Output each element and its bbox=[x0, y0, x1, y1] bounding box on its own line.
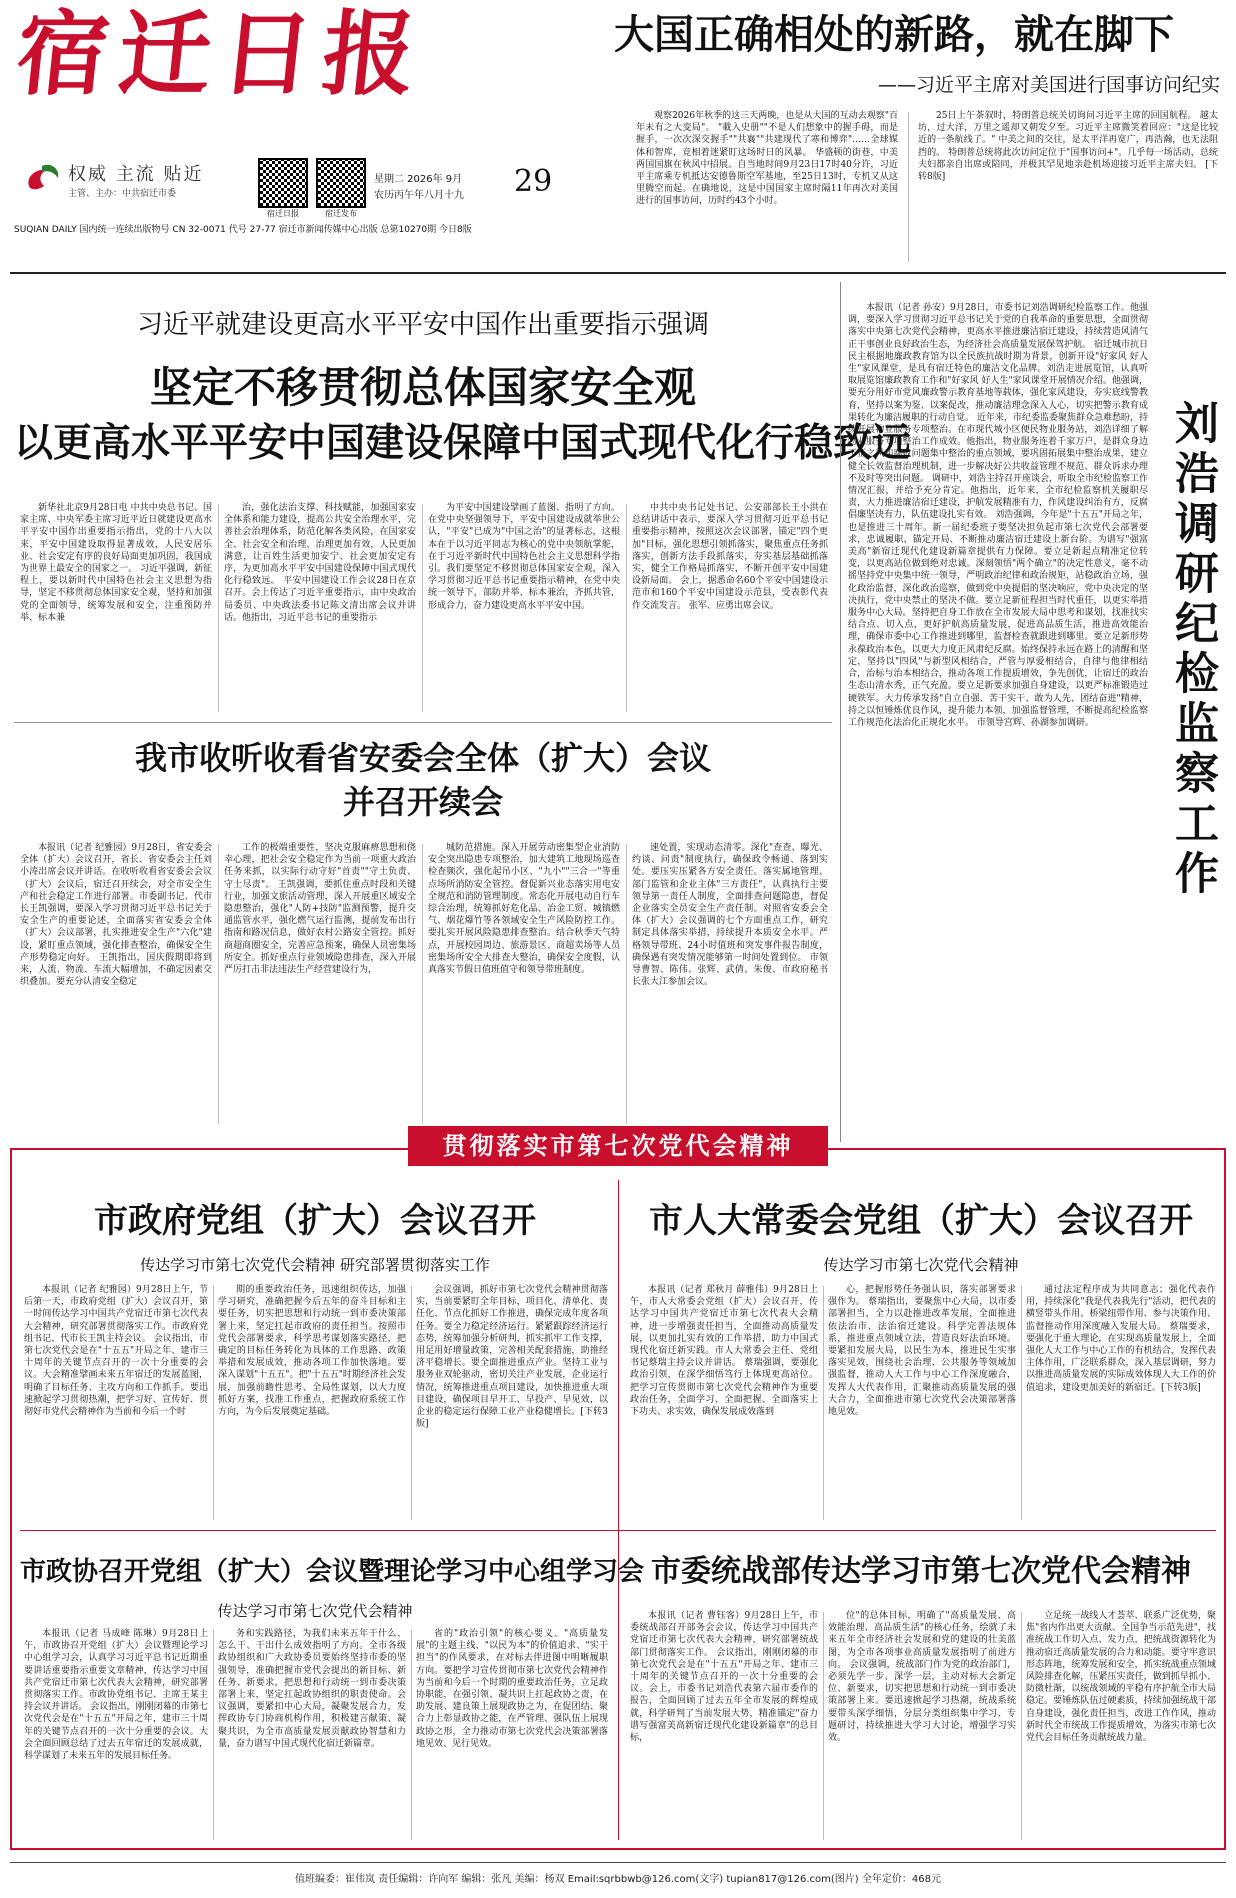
qr-code-icon[interactable] bbox=[316, 158, 366, 208]
special-section-banner: 贯彻落实市第七次党代会精神 bbox=[408, 1126, 828, 1166]
sidebar-vertical-title: 刘浩调研纪检监察工作 bbox=[1167, 400, 1218, 900]
gov-meeting-col1: 本报讯（记者 纪雅园）9月28日上午，节后第一天，市政府党组（扩大）会议召开，第一时间传达学习中国共产党宿迁市第七次代表大会精神，研究部署贯彻落实工作。市政府党组书记、代市长王凯主持会议。 会议指出，市第七次党代会是在"十五五"开局之年、建市三十周年的关键节点召开的一次十分重要的会议。大会精准擘画未来五年宿迁的发展蓝图，明确了目标任务、主攻方向和工作抓手。要迅速掀起学习贯彻热潮，把学习好、宣传好、贯彻好市党代会精神作为当前和今后一个时 bbox=[24, 1285, 208, 1418]
newspaper-logo-icon bbox=[22, 160, 62, 196]
united-front-col2: 位"的总体目标，明确了"高质量发展、高效能治理、高品质生活"的核心任务，绘就了未来五年全市经济社会发展和党的建设的壮美蓝图，为全市各项事业高质量发展指明了前进方向。 会议强调，统战部门作为党的政治部门，必须先学一步、深学一层，主动对标大会新定位、新要求，切实把思想和行动统一到市委决策部署上来。要迅速掀起学习热潮，统战系统要带头深学细悟，分层分类组织集中学习、专题研讨，持续推进大学习大讨论，增强学习实效。 bbox=[828, 1611, 1016, 1744]
npc-meeting-title: 市人大常委会党组（扩大）会议召开 bbox=[649, 1201, 1193, 1241]
gov-meeting-subtitle: 传达学习市第七次党代会精神 研究部署贯彻落实工作 bbox=[140, 1256, 490, 1274]
security-story-col3: 城防范措施。深入开展劳动密集型企业消防安全突出隐患专项整治，加大建筑工地现场巡查检查频次，强化起吊小区、"九小""三合一"等重点场所消防安全管控。督促新兴业态落实用电安全规范和消防管理制度。常态化开展电动自行车综合治理，统筹抓好危化品、冶金工贸、城镇燃气、烟花爆竹等各领域安全生产风险防控工作。要扎实开展风险隐患排查整治。结合秋季天气特点，开展校园周边、旅游景区、商超卖场等人员密集场所安全大排查大整治，确保安全度假，认真落实节假日值班值守和领导带班制度。 bbox=[428, 843, 620, 976]
gov-meeting-col2: 期的重要政治任务，迅速组织传达，加强学习研究，准确把握今后五年的奋斗目标和主要任务，切实把思想和行动统一到市委决策部署上来，坚定扛起市政府的责任担当。按照市党代会部署要求，科学思考谋划落实路径，把确定的目标任务转化为具体的工作思路、政策举措和发展成效，推动各项工作加快落地。要深入谋划"十五五"。把"十五五"时期经济社会发展，加强前瞻性思考、全局性谋划，以大力度抓好方案，找准工作重点，把握政府系统工作方向，为今后发展奠定基础。 bbox=[218, 1285, 406, 1418]
cppcc-meeting-col2: 务和实践路径，为我们未来五年干什么、怎么干、干出什么成效指明了方向。全市各级政协组织和广大政协委员要始终坚持市委的坚强领导，准确把握市党代会提出的新目标、新任务、新要求，把思想和行动统一到市委决策部署上来，坚定扛起政协组织的职责使命。会议强调，要紧扣中心大局，凝聚发展合力，发挥政协专门协商机构作用，积极建言献策、凝聚共识，为全市高质量发展贡献政协智慧和力量，奋力谱写中国式现代化宿迁新篇章。 bbox=[218, 1629, 406, 1749]
qr-right-label: 宿迁发布 bbox=[325, 209, 357, 218]
security-story-col4: 速处置，实现动态清零。深化"查查、曝光、约谈、问责"制度执行，确保政令畅通、落到实处。要压实压紧各方安全责任。落实属地管理、部门监管和企业主体"三方责任"，认真执行主要领导第一责任人制度，全面排查问题隐患，督促企业落实全员安全生产责任制。对照省安委会全体（扩大）会议强调的七个方面重点工作，研究制定具体落实举措，持续提升本质安全水平。严格领导带班、24小时值班和突发事件报告制度，确保遇有突发情况能够第一时间处置到位。 市领导曹智、陈伟、张辉、武倩、朱俊、市政府秘书长张大江参加会议。 bbox=[632, 843, 828, 988]
npc-meeting-col2: 心，把握形势任务强认识，落实部署要求强作为。 蔡瑞指出，要聚焦中心大局，以市委部署担当，全力以赴推进改革发展，全面推进依法治市、法治宿迁建设。科学完善法规体系，推进重点领域立法，营造良好法治环境。要紧扣发展大局，以民生为本，推进民生实事落实见效，围绕社会治理、公共服务等领域加强监督，推动人大工作与中心工作深度融合，发挥人大代表作用，汇聚推动高质量发展的强大合力，全面推进市第七次党代会决策部署落地见效。 bbox=[828, 1285, 1016, 1418]
cppcc-meeting-subtitle: 传达学习市第七次党代会精神 bbox=[217, 1602, 413, 1620]
masthead-slogan: 权威 主流 贴近 bbox=[68, 164, 204, 185]
lead-story-col1: 新华社北京9月28日电 中共中央总书记、国家主席、中央军委主席习近平近日就建设更高水平平安中国作出重要指示指出，党的十八大以来，平安中国建设取得显著成效，人民安居乐业、社会安定有序的良好局面更加巩固，我国成为世界上最安全的国家之一。 习近平强调，新征程上，要以新时代中国特色社会主义思想为指导，坚定不移贯彻总体国家安全观，坚持和加强党的全面领导，统筹发展和安全，注重预防并举、标本兼 bbox=[20, 503, 212, 623]
npc-meeting-col3: 通过法定程序成为共同意志；强化代表作用，持续深化"我是代表我先行"活动，把代表的横竖带头作用、桥梁纽带作用、参与决策作用、监督推动作用深度融入发展大局。 蔡瑞要求，要强化于重大理论，在实现高质量发展上，全面强化人大工作与中心工作的有机结合，发挥代表主体作用，广泛联系群众，深入基层调研，努力以推进高质量发展的实际成效体现人大工作的价值追求，建设更加美好的新宿迁。[下转3版] bbox=[1026, 1285, 1216, 1393]
top-story-subtitle: ——习近平主席对美国进行国事访问纪实 bbox=[877, 74, 1220, 96]
qr-code-icon[interactable] bbox=[258, 158, 308, 208]
security-story-col1: 本报讯（记者 纪雅园）9月28日，省安委会全体（扩大）会议召开，省长、省安委会主任刘小涛出席会议并讲话。在收听收看省安委会会议（扩大）会议后，宿迁召开续会，对全市安全生产和社会稳定工作进行部署。市委副书记、代市长王凯强调，要深入学习贯彻习近平总书记关于安全生产的重要论述，全面落实省安委会全体（扩大）会议部署，扎实推进安全生产"六化"建设，紧盯重点领域，强化排查整治，确保安全生产形势稳定向好。 王凯指出，国庆假期即将到来，人流、物流、车流大幅增加，不确定因素交织叠加。要充分认清安全稳定 bbox=[20, 843, 212, 988]
lead-story-title-line2: 以更高水平平安中国建设保障中国式现代化行稳致远 bbox=[14, 421, 912, 466]
date-line-2: 农历丙午年八月十九 bbox=[374, 190, 464, 201]
united-front-col3: 立足统一战线人才荟萃、联系广泛优势，聚焦"省内作出更大贡献、全国争当示范先进"，找准统战工作切入点、发力点，把统战资源转化为推动宿迁高质量发展的合力和动能。要守牢意识形态阵地，统筹发展和安全，抓实统战重点领域风险排查化解，压紧压实责任，做到抓早抓小、防微杜渐，以统战领域的平稳有序护航全市大局稳定。要锤炼队伍过硬素质，持续加强统战干部自身建设，强化责任担当，改进工作作风，推动新时代全市统战工作提质增效，为落实市第七次党代会目标任务贡献统战力量。 bbox=[1026, 1611, 1216, 1744]
masthead-sponsor: 主管、主办：中共宿迁市委 bbox=[68, 189, 177, 199]
gov-meeting-col3: 会议强调，抓好市第七次党代会精神贯彻落实，当前要紧盯全年目标，项目化、清单化、责任化、节点化抓好工作推进，确保完成年度各项任务。要全力稳定经济运行。紧紧跟踪经济运行态势，统筹加强分析研判，抓实抓牢工作支撑，用足用好增量政策，完善相关配套措施，助推经济平稳增长。要全面推进重点产业。坚持工业与服务业双轮驱动，密切关注产业发展，企业运行情况，统筹推进重点项目建设，加快推进重大项目建设，确保项目早开工、早投产、早见效，以企业的稳定运行保障工业产业稳健增长。[下转3版] bbox=[416, 1285, 608, 1430]
lead-story-kicker: 习近平就建设更高水平平安中国作出重要指示强调 bbox=[136, 310, 709, 340]
security-story-col2: 工作的极端重要性，坚决克服麻痹思想和侥幸心理，把社会安全稳定作为当前一项重大政治任务来抓，以实际行动守好"首责""守土负责、守土尽责"。 王凯强调，要抓住重点时段和关键行业，加强文旅活动管理，深入开展重区域安全隐患整治，强化"人防+技防"监测预警，提升交通监管水平，强化燃气运行监测，提前发布出行指南和路况信息，做好农村公路安全管控。抓好商超商圈安全，完善应急预案，确保人员密集场所安全。抓好重点行业领域隐患排查，深入开展严厉打击非法违法生产经营建设行为， bbox=[224, 843, 416, 976]
gov-meeting-title: 市政府党组（扩大）会议召开 bbox=[94, 1201, 536, 1241]
security-story-title-line2: 并召开续会 bbox=[342, 783, 503, 821]
top-story-title: 大国正确相处的新路，就在脚下 bbox=[614, 12, 1174, 58]
masthead-title: 宿迁日报 bbox=[11, 0, 431, 108]
cppcc-meeting-title: 市政协召开党组（扩大）会议暨理论学习中心组学习会 bbox=[20, 1557, 645, 1587]
security-story-title-line1: 我市收听收看省安委会全体（扩大）会议 bbox=[134, 739, 711, 777]
top-story-col1: 观察2026年秋季的这三天两晚，也是从大国的互动去观察"百年未有之大变局"。 "載入史册""不是人们想象中的握手碍，而是握手，一次次深交握手""共襄""共建现代了寒和博弈"……全球媒体和智库，竞相着迷紧盯这场时日的风暴。 华盛顿的街巷，中美两国国旗在秋风中招展。自当地时间9月23日17时40分许，习近平主席乘专机抵达安德鲁斯空军基地，至25日13时，专机又从这里腾空而起。在确地说，这是中国国家主席时隔11年再次对美国进行的国事访问，历时约43个小时。 bbox=[636, 111, 898, 207]
sidebar-text: 本报讯（记者 孙安）9月28日，市委书记刘浩调研纪检监察工作。他强调，要深入学习贯彻习近平总书记关于党的自我革命的重要思想，全面贯彻落实中央第七次党代会精神，更高水平推进廉洁宿迁建设，持续营造风清气正干事创业良好政治生态，为经济社会高质量发展保驾护航。 宿迁城市抗日民主根据地廉政教育馆为以全民族抗战时期为背景，创新开设"好家风 好人生"家风课堂，是具有宿迁特色的廉洁文化品牌。刘浩走进展览馆，认真听取展览馆廉政教育工作和"好家风 好人生"家风课堂开展情况介绍。他强调，要充分用好市党风廉政警示教育基地等载体，强化家风建设，夯实底线警教育，坚持以案为鉴、以案促改，推动廉洁理念深入人心，切实把警示教育成果转化为廉洁履职的行动自觉。 近年来，市纪委监委聚焦群众急难愁盼，持续开展物业服务专项整治。在市现代城小区便民物业服务站，刘浩详细了解物业服务专项整治工作成效。他指出，物业服务连着千家万户，是群众身边不正之风和腐败问题集中整治的重点领域，要巩固拓展集中整治成果，建立健全长效监督治理机制，进一步解决好公共收益管理不规范、群众诉求办理不及时等突出问题。 调研中，刘浩主持召开座谈会，听取全市纪检监察工作情况汇报，并给予充分肯定。他指出，近年来，全市纪检监察机关履职尽责，大力推进廉洁宿迁建设，护航发展精准有力，作风建设纠治有方，反腐倡廉坚决有力，队伍建设扎实有效。 刘浩强调，今年是"十五五"开局之年，也是推进三十周年。新一届纪委班子要坚决担负起市第七次党代会部署要求，忠诚履职、锚定开局、不断推动廉洁宿迁建设上新台阶。为谱写"强富美高"新宿迁现代化建设新篇章提供有力保障。要立足新起点精准定位转变，以更高站位做到绝对忠诚。深刻领悟"两个确立"的决定性意义，毫不动摇坚持党中央集中统一领导，严明政治纪律和政治规矩，站稳政治立场，强化政治监督，深化政治巡察，做到党中央提倡的坚决响应，党中央决定的坚决执行，党中央禁止的坚决不做。要立足新征程担当时代重任，以更实举措服务中心大局。坚持把自身工作放在全市发展大局中思考和谋划，找准找实结合点、切入点，更好护航高质量发展，促进高品质生活，推进高效能治理，确保市委中心工作推进到哪里，监督检查就跟进到哪里。要立足新形势永葆政治本色，以更大力度正风肃纪反腐。始终保持永远在路上的清醒和坚定，坚持以"四风"与新型风相结合，严管与厚爱相结合，自律与他律相结合，治标与治本相结合，推动各项工作提质增效，争先创优，让宿迁的政治生态山清水秀，正气充盈。要立足新要求加强自身建设，以更严标准锻造过硬铁军。大力传承发扬"自立自强、苦干实干、敢为人先、团结奋进"精神，持之以恒锤炼优良作风，提升能力本领，加强监督管理，不断提高纪检监察工作规范化法治化正规化水平。 市领导宫辉、孙湖参加调研。 bbox=[848, 303, 1148, 728]
lead-story-title-line1: 坚定不移贯彻总体国家安全观 bbox=[149, 363, 696, 412]
cppcc-meeting-col1: 本报讯（记者 马成峰 陈琳）9月28日上午，市政协召开党组（扩大）会议暨理论学习中心组学习会，认真学习习近平总书记近期重要讲话重要指示重要文章精神，传达学习中国共产党宿迁市第七次代表大会精神，研究部署贯彻落实工作。市政协党组书记、主席王某主持会议并讲话。 会议指出，刚刚闭幕的市第七次党代会是在"十五五"开局之年，建市三十周年的关键节点召开的一次十分重要的会议。大会全面回顾总结了过去五年宿迁的发展成就，科学谋划了未来五年的发展目标任务。 bbox=[24, 1629, 208, 1762]
lead-story-col2: 治，强化法治支撑、科技赋能，加强国家安全体系和能力建设，提高公共安全治理水平，完善社会治理体系，防范化解各类风险，在国家安全、社会安全和治理、治理更加有效，人民更加满意，让百姓生活更加安宁、社会更加安定有序，为更加高水平平安中国建设保障中国式现代化行稳致远。 平安中国建设工作会议28日在京召开。会上传达了习近平重要指示，由中央政治局委员、中央政法委书记陈文清出席会议并讲话。他指出，习近平总书记的重要指示 bbox=[224, 503, 416, 623]
npc-meeting-col1: 本报讯（记者 郑秋月 薛雅伟）9月28日上午，市人大常委会党组（扩大）会议召开，传达学习中国共产党宿迁市第七次代表大会精神，进一步增强责任担当，全面推动高质量发展，以更加扎实有效的工作举措，助力中国式现代化宿迁新实践。市人大常委会主任、党组书记蔡瑞主持会议并讲话。 蔡瑞强调，要强化政治引领，在深学细悟笃行上体现更高站位。把学习宣传贯彻市第七次党代会精神作为重要政治任务，全面学习、全面把握、全面落实上下功夫、求实效，确保发展成效落到 bbox=[630, 1285, 818, 1418]
date-day: 29 bbox=[514, 164, 553, 199]
page-footer: 值班编委：崔伟岚 责任编辑：许向军 编辑：张凡 美编：杨双 Email:sqrbbwb@126.com(文字) tupian817@126.com(图片) 全年定价：468元 bbox=[295, 1874, 941, 1885]
lead-story-col4: 中共中央书记处书记、公安部部长王小洪在总结讲话中表示，要深入学习贯彻习近平总书记重要指示精神，按照这次会议部署，锚定"四个更加"目标，强化思想引领抓落实，聚焦重点任务抓落实，创新方法手段抓落实，夯实基层基础抓落实，健全工作格局抓落实，不断开创平安中国建设新局面。 会上，据悉命名60个平安中国建设示范市和160个平安中国建设示范县，受表彰代表作交流发言。 张军、应勇出席会议。 bbox=[632, 503, 828, 611]
top-story-col2: 25日上午茶叙时，特朗普总统关切询问习近平主席的回国航程。 越太坊，过大洋，万里之遥却又朝发夕至。习近平主席微笑着回应："这是比较近的一条航线了。" 中美之间的交往，是太平洋再宽广，再浩瀚，也无法阻挡的。 特朗普总统将此次访问定位于"国事访问+"。几乎每一场活动，总统夫妇都亲自出席或陪同，并极其罕见地亲赴机场迎接习近平主席夫妇。 [下转8版] bbox=[918, 111, 1218, 183]
united-front-title: 市委统战部传达学习市第七次党代会精神 bbox=[651, 1554, 1191, 1589]
npc-meeting-subtitle: 传达学习市第七次党代会精神 bbox=[823, 1256, 1019, 1274]
date-line-1: 星期二 2026年 9月 bbox=[374, 174, 463, 185]
lead-story-col3: 为平安中国建设擘画了蓝图、指明了方向。在党中央坚强领导下，平安中国建设成就举世公认，"平安"已成为"中国之治"的显著标志，这根本在于以习近平同志为核心的党中央领航掌舵，在于习近平新时代中国特色社会主义思想科学指引。我们要坚定不移贯彻总体国家安全观，深入学习贯彻习近平总书记重要指示精神，在党中央统一领导下，部防并举、标本兼治，齐抓共管，形成合力，奋力建设更高水平平安中国。 bbox=[428, 503, 620, 611]
masthead-info-bar: SUQIAN DAILY 国内统一连续出版物号 CN 32-0071 代号 27-77 宿迁市新闻传媒中心出版 总第10270期 今日8版 bbox=[14, 225, 472, 235]
qr-left-label: 宿迁日报 bbox=[267, 209, 299, 218]
cppcc-meeting-col3: 省的"政治引领"的核心要义、"高质量发展"的主题主线、"以民为本"的价值追求、"实干担当"的作风要求，在对标去伴进图中明晰履职方向。要把学习宣传贯彻市第七次党代会精神作为当前和今后一个时期的重要政治任务，立足政协职能，在强引领、凝共识上扛起政协之责，在助发展、建良策上展现政协之为，在促团结、聚合力上彰显政协之能，在严管理、强队伍上展现政协之形，全力推动市第七次党代会决策部署落地见效、见行见效。 bbox=[416, 1629, 608, 1749]
united-front-col1: 本报讯（记者 曹钰客）9月28日上午，市委统战部召开部务会会议，传达学习中国共产党宿迁市第七次代表大会精神，研究部署统战部门贯彻落实工作。 会议指出，刚刚闭幕的市第七次党代会是在"十五五"开局之年、建市三十周年的关键节点召开的一次十分重要的会议。会上，市委书记刘浩代表第六届市委作的报告，全面回顾了过去五年全市发展的辉煌成就，科学研判了当前发展大势，精准锚定"奋力谱写强富美高新宿迁现代化建设新篇章"的总目标， bbox=[630, 1611, 818, 1744]
